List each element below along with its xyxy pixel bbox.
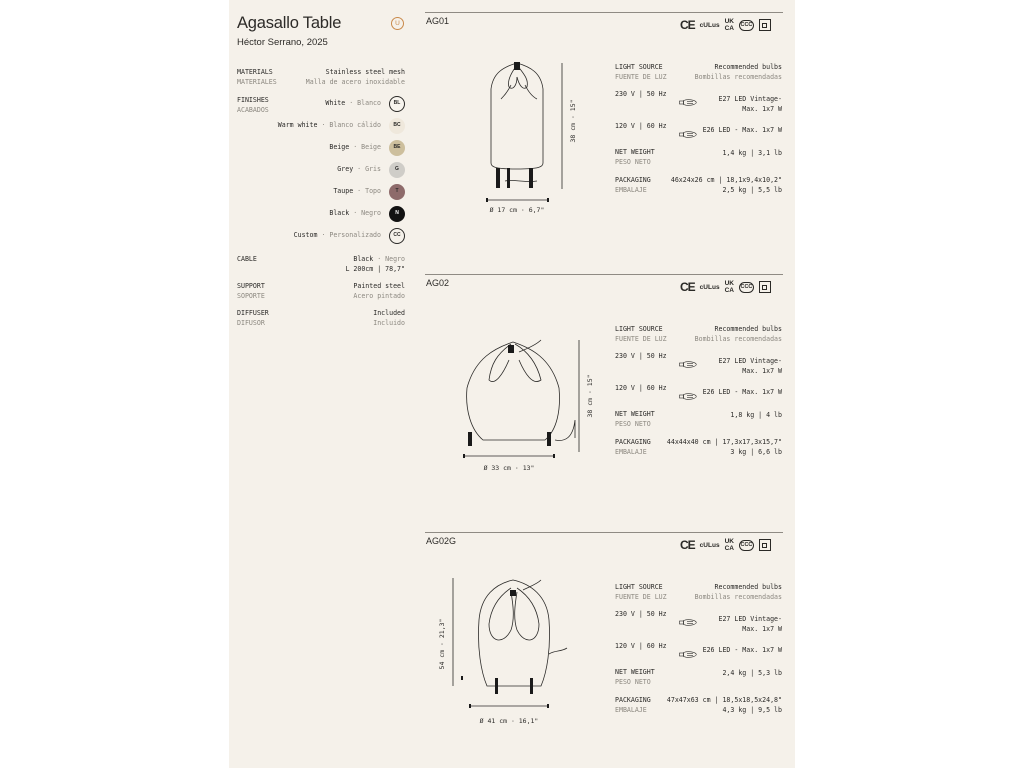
class-ii-icon bbox=[759, 539, 771, 551]
ag02-height-dimension: 38 cm · 15" bbox=[586, 374, 594, 418]
ccc-mark-icon: CCC bbox=[739, 20, 754, 31]
section-divider bbox=[425, 12, 783, 13]
support-label: SUPPORT SOPORTE bbox=[237, 282, 265, 300]
ul-mark-icon: cULus bbox=[699, 283, 720, 291]
bulb-e26-icon bbox=[679, 124, 697, 143]
ukca-mark-icon: UK CA bbox=[724, 538, 734, 552]
net-weight-value: 1,4 kg | 3,1 lb bbox=[722, 149, 782, 157]
model-code: AG02 bbox=[426, 278, 450, 288]
ag01-height-dimension: 38 cm · 15" bbox=[569, 99, 577, 143]
ag02g-diameter-dimension: Ø 41 cm · 16,1" bbox=[479, 717, 539, 725]
finish-name: Grey · Gris bbox=[337, 165, 381, 174]
light-source-label: LIGHT SOURCE FUENTE DE LUZ bbox=[615, 583, 667, 601]
finish-row[interactable] bbox=[325, 96, 405, 112]
diffuser-label: DIFFUSER DIFUSOR bbox=[237, 309, 269, 327]
finish-row[interactable] bbox=[329, 140, 405, 156]
bulb-120-spec: E26 LED - Max. 1x7 W bbox=[702, 126, 782, 134]
packaging-label: PACKAGING EMBALAJE bbox=[615, 176, 651, 194]
u-badge-icon: U bbox=[391, 17, 404, 30]
ukca-mark-icon: UK CA bbox=[724, 280, 734, 294]
net-weight-value: 1,8 kg | 4 lb bbox=[730, 411, 782, 419]
designer-credit: Héctor Serrano, 2025 bbox=[237, 37, 328, 48]
bulb-e26-icon bbox=[679, 386, 697, 405]
finish-swatch-t[interactable]: T bbox=[389, 184, 405, 200]
ce-mark-icon: CE bbox=[680, 538, 695, 552]
finish-swatch-cc[interactable]: CC bbox=[389, 228, 405, 244]
diffuser-value: Included Incluido bbox=[373, 309, 405, 327]
finish-swatch-be[interactable]: BE bbox=[389, 140, 405, 156]
bulb-120-spec: E26 LED - Max. 1x7 W bbox=[702, 646, 782, 654]
recommended-bulbs: Recommended bulbs Bombillas recomendadas bbox=[694, 63, 782, 81]
packaging-label: PACKAGING EMBALAJE bbox=[615, 696, 651, 714]
ul-mark-icon: cULus bbox=[699, 21, 720, 29]
finish-row[interactable] bbox=[333, 184, 405, 200]
net-weight-value: 2,4 kg | 5,3 lb bbox=[722, 669, 782, 677]
model-code: AG01 bbox=[426, 16, 450, 26]
finish-name: Custom · Personalizado bbox=[293, 231, 381, 240]
finish-name: Beige · Beige bbox=[329, 143, 381, 152]
finish-name: White · Blanco bbox=[325, 99, 381, 108]
bulb-e27-icon bbox=[679, 354, 697, 373]
materials-label: MATERIALS MATERIALES bbox=[237, 68, 277, 86]
finish-row[interactable] bbox=[278, 118, 405, 134]
voltage-120: 120 V | 60 Hz bbox=[615, 122, 667, 130]
net-weight-label: NET WEIGHT PESO NETO bbox=[615, 148, 655, 166]
voltage-120: 120 V | 60 Hz bbox=[615, 384, 667, 392]
certification-marks bbox=[680, 18, 771, 32]
support-value: Painted steel Acero pintado bbox=[353, 282, 405, 300]
section-divider bbox=[425, 274, 783, 275]
voltage-120: 120 V | 60 Hz bbox=[615, 642, 667, 650]
bulb-e26-icon bbox=[679, 644, 697, 663]
packaging-value: 44x44x40 cm | 17,3x17,3x15,7" 3 kg | 6,6 lb bbox=[666, 438, 782, 456]
ccc-mark-icon: CCC bbox=[739, 540, 754, 551]
model-code: AG02G bbox=[426, 536, 457, 546]
finishes-label: FINISHES ACABADOS bbox=[237, 96, 269, 114]
finish-swatch-bc[interactable]: BC bbox=[389, 118, 405, 134]
recommended-bulbs: Recommended bulbs Bombillas recomendadas bbox=[694, 583, 782, 601]
materials-value: Stainless steel mesh Malla de acero inoxidable bbox=[305, 68, 405, 86]
section-divider bbox=[425, 532, 783, 533]
bulb-230-spec: E27 LED Vintage- Max. 1x7 W bbox=[718, 615, 782, 633]
ag01-diameter-dimension: Ø 17 cm · 6,7" bbox=[489, 206, 545, 214]
finish-row[interactable] bbox=[337, 162, 405, 178]
finish-swatch-n[interactable]: N bbox=[389, 206, 405, 222]
finish-row[interactable] bbox=[329, 206, 405, 222]
finish-name: Taupe · Topo bbox=[333, 187, 381, 196]
bulb-120-spec: E26 LED - Max. 1x7 W bbox=[702, 388, 782, 396]
ukca-mark-icon: UK CA bbox=[724, 18, 734, 32]
cable-value: Black · Negro L 200cm | 78,7" bbox=[345, 255, 405, 273]
voltage-230: 230 V | 50 Hz bbox=[615, 352, 667, 360]
finish-swatch-g[interactable]: G bbox=[389, 162, 405, 178]
net-weight-label: NET WEIGHT PESO NETO bbox=[615, 668, 655, 686]
ce-mark-icon: CE bbox=[680, 18, 695, 32]
certification-marks bbox=[680, 280, 771, 294]
recommended-bulbs: Recommended bulbs Bombillas recomendadas bbox=[694, 325, 782, 343]
finish-row[interactable] bbox=[294, 228, 405, 244]
bulb-e27-icon bbox=[679, 92, 697, 111]
ce-mark-icon: CE bbox=[680, 280, 695, 294]
ag02g-drawing bbox=[425, 570, 610, 735]
ag02-diameter-dimension: Ø 33 cm · 13" bbox=[483, 464, 535, 472]
ccc-mark-icon: CCC bbox=[739, 282, 754, 293]
light-source-label: LIGHT SOURCE FUENTE DE LUZ bbox=[615, 325, 667, 343]
packaging-value: 46x24x26 cm | 18,1x9,4x10,2" 2,5 kg | 5,5 lb bbox=[670, 176, 782, 194]
product-title: Agasallo Table bbox=[237, 14, 342, 32]
certification-marks bbox=[680, 538, 771, 552]
packaging-value: 47x47x63 cm | 18,5x18,5x24,8" 4,3 kg | 9,5 lb bbox=[666, 696, 782, 714]
net-weight-label: NET WEIGHT PESO NETO bbox=[615, 410, 655, 428]
class-ii-icon bbox=[759, 281, 771, 293]
packaging-label: PACKAGING EMBALAJE bbox=[615, 438, 651, 456]
ag02g-height-dimension: 54 cm · 21,3" bbox=[438, 618, 446, 670]
bulb-e27-icon bbox=[679, 612, 697, 631]
voltage-230: 230 V | 50 Hz bbox=[615, 90, 667, 98]
voltage-230: 230 V | 50 Hz bbox=[615, 610, 667, 618]
bulb-230-spec: E27 LED Vintage- Max. 1x7 W bbox=[718, 357, 782, 375]
cable-label: CABLE bbox=[237, 255, 257, 263]
finish-name: Warm white · Blanco cálido bbox=[277, 121, 381, 130]
ul-mark-icon: cULus bbox=[699, 541, 720, 549]
finish-name: Black · Negro bbox=[329, 209, 381, 218]
light-source-label: LIGHT SOURCE FUENTE DE LUZ bbox=[615, 63, 667, 81]
bulb-230-spec: E27 LED Vintage- Max. 1x7 W bbox=[718, 95, 782, 113]
class-ii-icon bbox=[759, 19, 771, 31]
finish-swatch-bl[interactable]: BL bbox=[389, 96, 405, 112]
ag02-drawing bbox=[425, 330, 610, 480]
ag01-drawing bbox=[425, 55, 610, 220]
